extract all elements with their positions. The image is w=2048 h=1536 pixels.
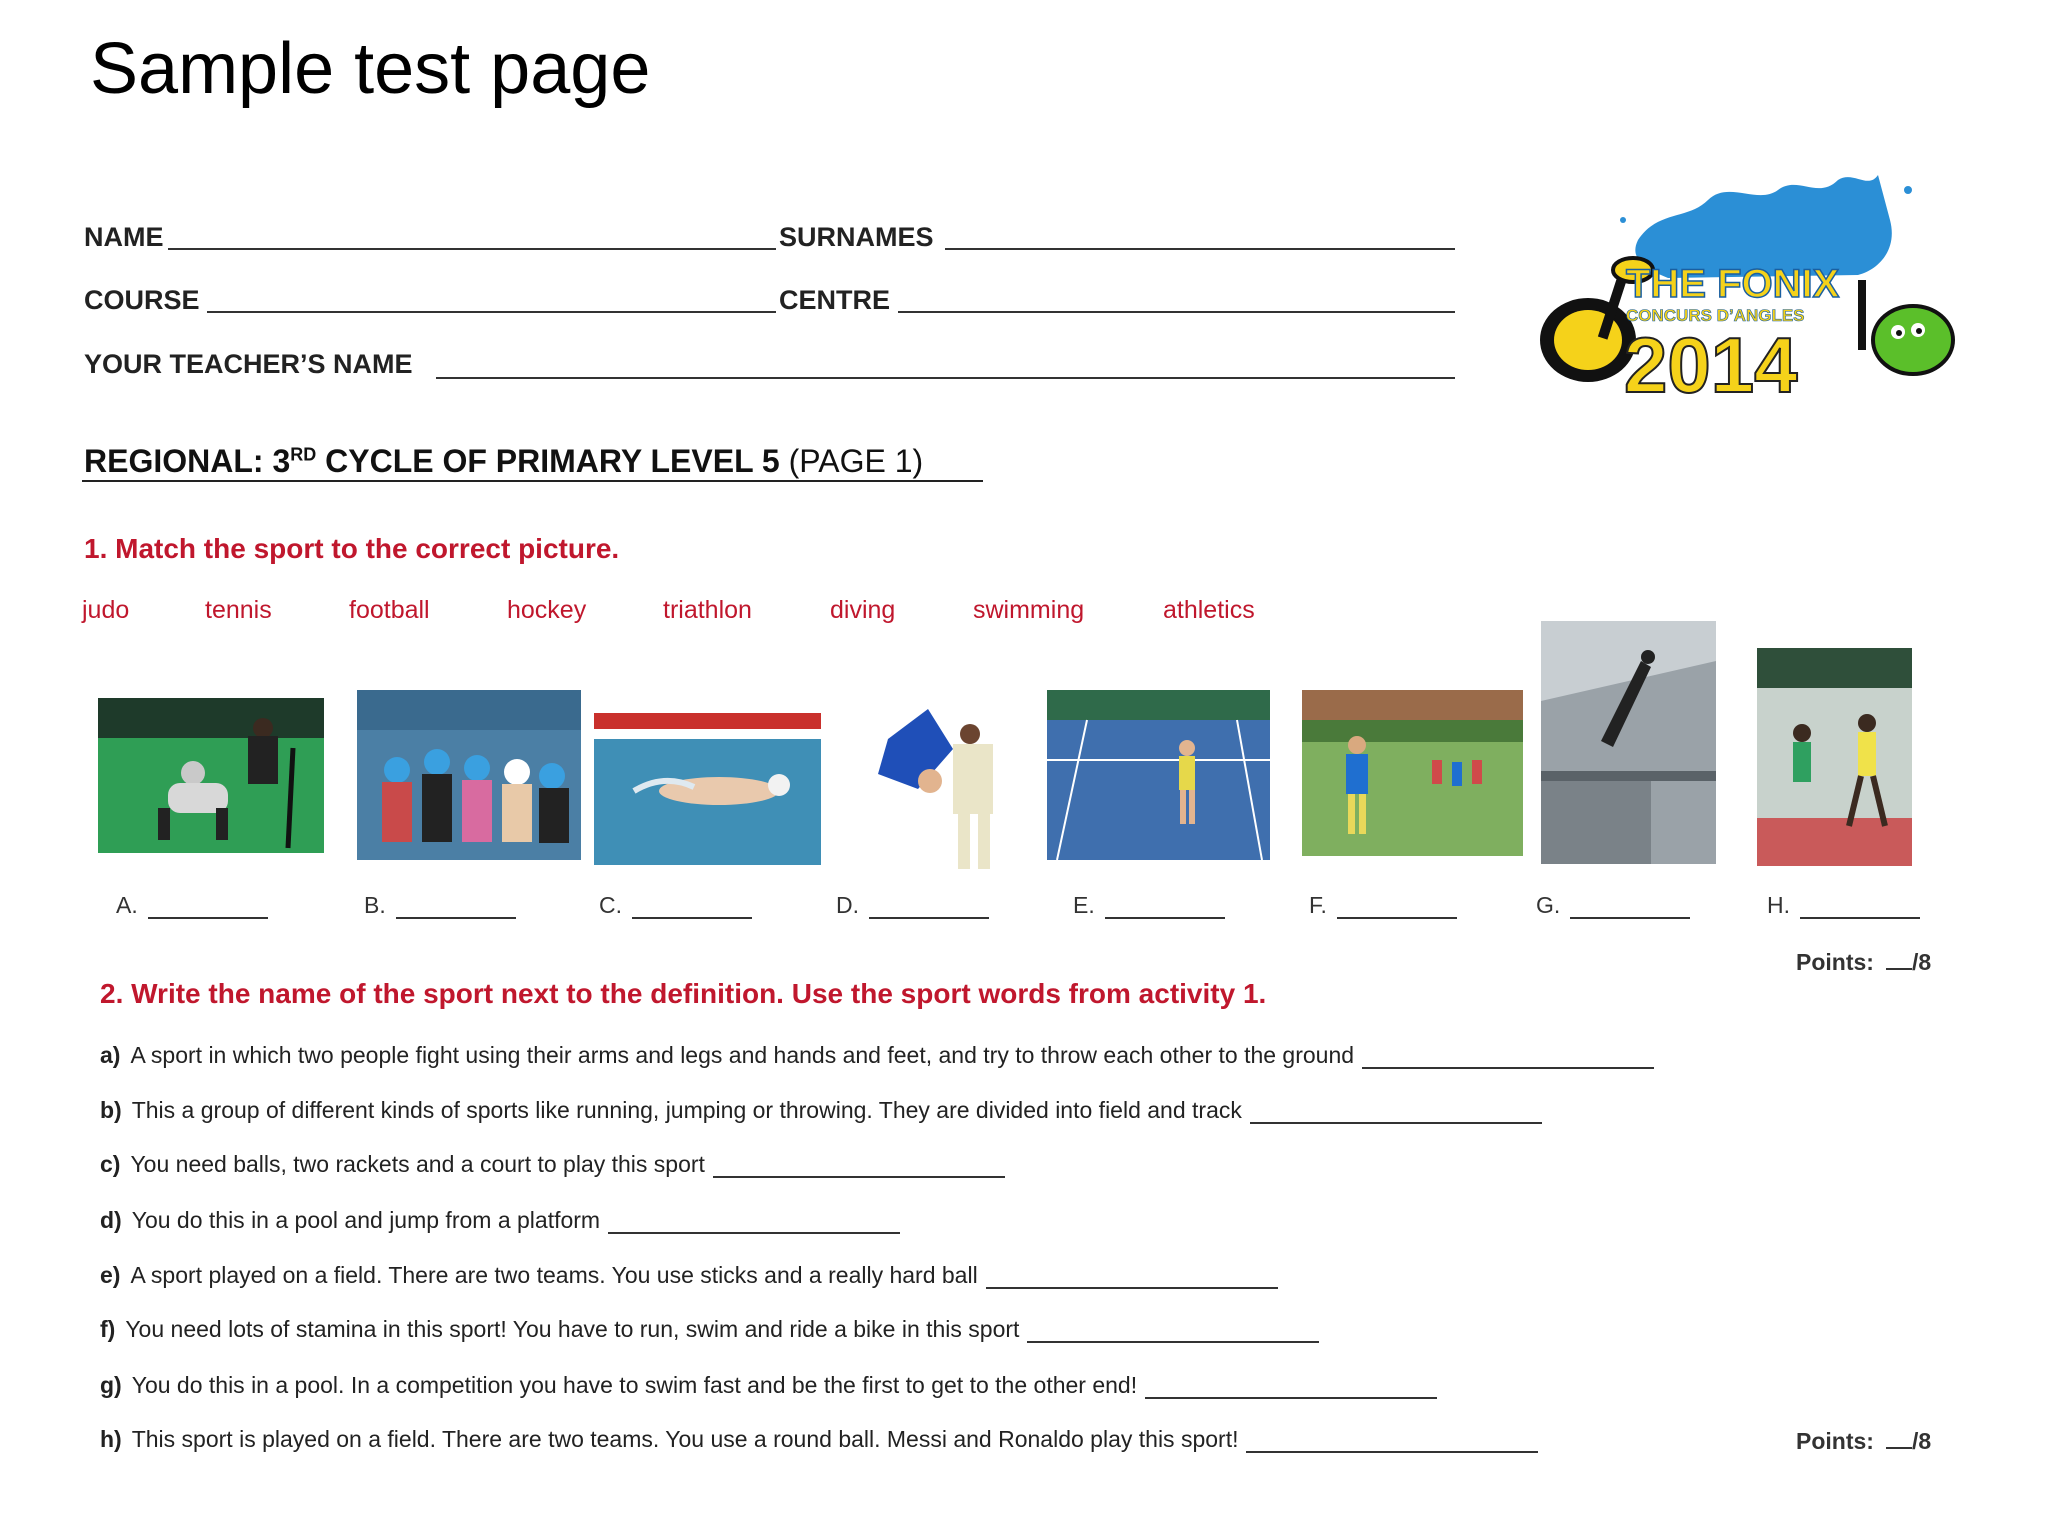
answer-label: F.	[1309, 892, 1327, 918]
answer-f[interactable]	[1309, 892, 1457, 919]
word-triathlon: triathlon	[663, 596, 752, 624]
question-answer-line[interactable]	[1362, 1047, 1654, 1069]
word-swimming: swimming	[973, 596, 1085, 624]
logo-year: 2014	[1624, 321, 1798, 409]
centre-label: CENTRE	[779, 285, 891, 315]
surnames-field[interactable]	[945, 248, 1455, 250]
question-answer-line[interactable]	[1250, 1102, 1542, 1124]
word-hockey: hockey	[507, 596, 587, 624]
points-blank[interactable]	[1886, 1429, 1912, 1449]
question-answer-line[interactable]	[608, 1212, 900, 1234]
centre-field[interactable]	[898, 311, 1455, 313]
question-text: You need balls, two rackets and a court to play this sport	[130, 1151, 705, 1177]
question-e: e) A sport played on a field. There are two teams. You use sticks and a really hard ball	[100, 1262, 1278, 1289]
word-judo: judo	[82, 596, 130, 624]
question-answer-line[interactable]	[986, 1267, 1278, 1289]
logo-title: THE FONIX	[1626, 262, 1840, 306]
question-text: A sport played on a field. There are two teams. You use sticks and a really hard ball	[130, 1262, 978, 1288]
activity2-instruction: 2. Write the name of the sport next to the definition. Use the sport words from activity 1.	[100, 978, 1267, 1009]
points-label: Points:	[1796, 949, 1874, 975]
heading-main: CYCLE OF PRIMARY LEVEL 5	[316, 443, 780, 479]
answer-label: C.	[599, 892, 622, 918]
answer-label: A.	[116, 892, 138, 918]
answer-line[interactable]	[1337, 897, 1457, 919]
question-answer-line[interactable]	[713, 1156, 1005, 1178]
answer-label: D.	[836, 892, 859, 918]
answer-e[interactable]	[1073, 892, 1225, 919]
logo-subtitle: CONCURS D’ANGLES	[1626, 306, 1805, 325]
answer-label: G.	[1536, 892, 1561, 918]
question-text: You need lots of stamina in this sport! You have to run, swim and ride a bike in this sport	[125, 1316, 1020, 1342]
teacher-field[interactable]	[436, 377, 1455, 379]
question-f: f) You need lots of stamina in this sport! You have to run, swim and ride a bike in this sport	[100, 1316, 1319, 1343]
question-a: a) A sport in which two people fight using their arms and legs and hands and feet, and try to throw each other to the ground	[100, 1042, 1654, 1069]
question-b: b) This a group of different kinds of sports like running, jumping or throwing. They are divided into field and track	[100, 1097, 1542, 1124]
answer-d[interactable]	[836, 892, 989, 919]
answer-line[interactable]	[632, 897, 752, 919]
answer-b[interactable]	[364, 892, 516, 919]
heading-prefix: REGIONAL: 3	[84, 443, 291, 479]
question-c: c) You need balls, two rackets and a court to play this sport	[100, 1151, 1005, 1178]
points-label: Points:	[1796, 1428, 1874, 1454]
name-label: NAME	[84, 222, 164, 252]
name-field[interactable]	[168, 248, 776, 250]
answer-line[interactable]	[1570, 897, 1690, 919]
fonix-logo	[1518, 160, 1958, 410]
answer-g[interactable]	[1536, 892, 1690, 919]
athletics-photo	[1757, 648, 1912, 866]
answer-line[interactable]	[1105, 897, 1225, 919]
answer-line[interactable]	[869, 897, 989, 919]
tennis-photo	[1047, 690, 1270, 860]
answer-line[interactable]	[1800, 897, 1920, 919]
hockey-photo	[98, 698, 324, 853]
activity1-instruction: 1. Match the sport to the correct picture.	[84, 533, 620, 564]
surnames-label: SURNAMES	[779, 222, 934, 252]
points-total: /8	[1911, 949, 1932, 975]
points-blank[interactable]	[1886, 950, 1912, 970]
page-title: Sample test page	[90, 29, 651, 109]
answer-c[interactable]	[599, 892, 752, 919]
question-answer-line[interactable]	[1027, 1321, 1319, 1343]
frog-mascot-icon	[1858, 280, 1953, 374]
triathlon-photo	[357, 690, 581, 860]
points-total: /8	[1911, 1428, 1932, 1454]
answer-a[interactable]	[116, 892, 268, 919]
activity2-points	[1796, 1428, 1931, 1455]
question-text: A sport in which two people fight using their arms and legs and hands and feet, and try to throw each other to the ground	[130, 1042, 1355, 1068]
word-football: football	[349, 596, 430, 624]
word-diving: diving	[830, 596, 896, 624]
question-answer-line[interactable]	[1246, 1431, 1538, 1453]
judo-photo	[858, 679, 1014, 879]
heading-page-note: (PAGE 1)	[779, 443, 924, 479]
heading-superscript: RD	[290, 444, 317, 465]
question-text: You do this in a pool. In a competition you have to swim fast and be the first to get to the other end!	[131, 1372, 1138, 1398]
answer-line[interactable]	[396, 897, 516, 919]
section-heading	[84, 443, 923, 480]
question-text: This a group of different kinds of sports like running, jumping or throwing. They are divided into field and track	[131, 1097, 1242, 1123]
question-answer-line[interactable]	[1145, 1377, 1437, 1399]
word-tennis: tennis	[205, 596, 272, 624]
diving-photo	[1541, 621, 1716, 864]
answer-label: H.	[1767, 892, 1790, 918]
question-text: This sport is played on a field. There are two teams. You use a round ball. Messi and Ronaldo play this sport!	[131, 1426, 1239, 1452]
activity1-points	[1796, 949, 1931, 976]
teacher-label: YOUR TEACHER’S NAME	[84, 349, 413, 379]
course-label: COURSE	[84, 285, 200, 315]
question-h: h) This sport is played on a field. There are two teams. You use a round ball. Messi and Ronaldo play this sport!	[100, 1426, 1538, 1453]
heading-underline	[82, 480, 983, 482]
answer-h[interactable]	[1767, 892, 1920, 919]
answer-label: E.	[1073, 892, 1095, 918]
question-g: g) You do this in a pool. In a competition you have to swim fast and be the first to get to the other end!	[100, 1372, 1437, 1399]
course-field[interactable]	[207, 311, 776, 313]
question-d: d) You do this in a pool and jump from a platform	[100, 1207, 900, 1234]
answer-label: B.	[364, 892, 386, 918]
swimming-photo	[594, 713, 821, 865]
word-athletics: athletics	[1163, 596, 1255, 624]
football-photo	[1302, 690, 1523, 856]
answer-line[interactable]	[148, 897, 268, 919]
question-text: You do this in a pool and jump from a platform	[131, 1207, 601, 1233]
